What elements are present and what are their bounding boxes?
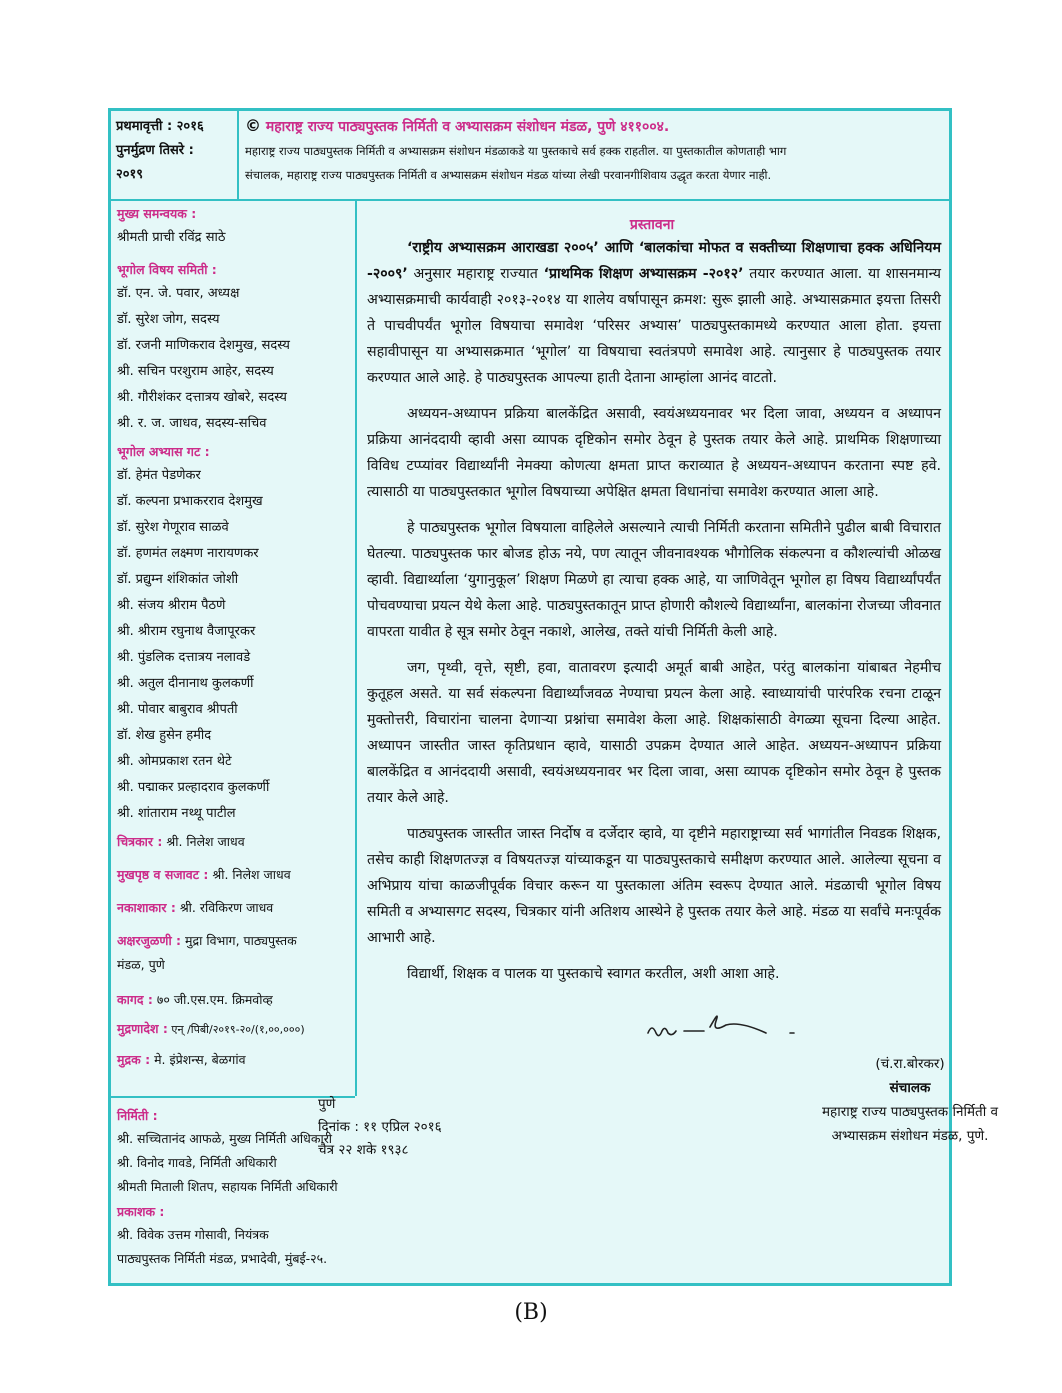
signatory-org-line-2: अभ्यासक्रम संशोधन मंडळ, पुणे. [831,1128,989,1144]
credit-name: डॉ. शेख हुसेन हमीद [117,728,212,743]
print-order-label: मुद्रणादेश : [117,1021,168,1036]
illustrator-row [117,827,355,857]
place: पुणे [318,1096,336,1112]
credit-name: श्री. विनोद गावडे, निर्मिती अधिकारी [117,1155,277,1170]
study-group-label: भूगोल अभ्यास गट : [117,444,210,459]
credit-name: श्री. पुंडलिक दत्तात्रय नलावडे [117,650,251,665]
rights-notice [245,139,943,187]
date: दिनांक : ११ एप्रिल २०१६ [318,1119,442,1135]
copyright-block [239,111,949,201]
signatory-org-line-1: महाराष्ट्र राज्य पाठ्यपुस्तक निर्मिती व [821,1104,999,1120]
credit-name: डॉ. सुरेश जोग, सदस्य [117,312,220,327]
cover-label: मुखपृष्ठ व सजावट : [117,867,209,882]
preface-paragraph-5: पाठ्यपुस्तक जास्तीत जास्त निर्दोष व दर्जेदार व्हावे, या दृष्टीने महाराष्ट्राच्या सर्व भागांतील निवडक शिक्षक, तसेच काही शिक्षणतज्ज्ञ व विषयतज्ज्ञ यांच्याकडून या पाठ्यपुस्तकाचे समीक्षण करण्यात आले. आलेल्या सूचना व अभिप्राय यांचा काळजीपूर्वक विचार करून या पुस्तकाला अंतिम स्वरूप देण्यात आले. मंडळाची भूगोल विषय समिती व अभ्यासगट सदस्य, चित्रकार यांनी अतिशय आस्थेने हे पुस्तक तयार केले आहे. मंडळ या सर्वांचे मनःपूर्वक आभारी आहे. [367,826,941,946]
preface-title: प्रस्तावना [629,217,675,233]
cartographer: श्री. रविकिरण जाधव [179,900,274,915]
page-label: (B) [514,1300,548,1325]
credit-name: डॉ. सुरेश गेणूराव साळवे [117,520,229,535]
printer-label: मुद्रक : [117,1052,151,1067]
print-order-row [117,1015,355,1045]
study-group-list [117,463,355,827]
credit-name: श्री. सच्चितानंद आफळे, मुख्य निर्मिती अधिकारी [117,1131,333,1146]
preface-p1-bold-2: ‘प्राथमिक शिक्षण अभ्यासक्रम -२०१२’ [543,266,744,282]
cover-row [117,860,355,890]
credit-name: श्री. संजय श्रीराम पैठणे [117,598,226,613]
illustrator: श्री. निलेश जाधव [166,834,245,849]
credit-name: श्री. शांताराम नथ्थू पाटील [117,806,236,821]
credit-name: डॉ. हणमंत लक्ष्मण नारायणकर [117,546,259,561]
printer: मे. इंप्रेशन्स, बेळगांव [154,1052,246,1067]
typesetting-label: अक्षरजुळणी : [117,933,182,948]
credit-name: श्री. र. ज. जाधव, सदस्य-सचिव [117,416,267,431]
preface-p1-rest: तयार करण्यात आला. या शासनमान्य अभ्यासक्रमाची कार्यवाही २०१३-२०१४ या शालेय वर्षापासून क्रमश: सुरू झाली आहे. अभ्यासक्रमात इयत्ता तिसरी ते पाचवीपर्यंत भूगोल विषयाचा समावेश ‘परिसर अभ्यास’ पाठ्यपुस्तकामध्ये करण्यात आला होता. इयत्ता सहावीपासून या अभ्यासक्रमात ‘भूगोल’ या विषयाचा स्वतंत्रपणे समावेश आहे. त्यानुसार हे पाठ्यपुस्तक तयार करण्यात आले आहे. हे पाठ्यपुस्तक आपल्या हाती देताना आम्हांला आनंद वाटतो. [367,266,942,386]
credit-name: श्री. पद्माकर प्रल्हादराव कुलकर्णी [117,780,270,795]
credit-name: श्री. ओमप्रकाश रतन थेटे [117,754,232,769]
publisher-line-2: पाठ्यपुस्तक निर्मिती मंडळ, प्रभादेवी, मुंबई-२५. [117,1251,328,1266]
reprint-label: पुनर्मुद्रण तिसरे : [116,143,194,158]
typesetting-row [117,929,355,977]
printer-row [117,1045,355,1075]
place-date [318,1093,442,1162]
rights-line-2: संचालक, महाराष्ट्र राज्य पाठ्यपुस्तक निर्मिती व अभ्यासक्रम संशोधन मंडळ यांच्या लेखी परवानगीशिवाय उद्धृत करता येणार नाही. [245,168,772,182]
copyright-line [245,114,943,139]
credit-name: श्री. पोवार बाबुराव श्रीपती [117,702,238,717]
reprint-year: २०१९ [116,167,144,182]
print-order: एन् /पिबी/२०१९-२०/(१,००,०००) [171,1023,305,1036]
production-label: निर्मिती : [117,1108,158,1123]
chief-coordinator-label: मुख्य समन्वयक : [117,206,197,221]
cover-artist: श्री. निलेश जाधव [212,867,291,882]
publisher-label: प्रकाशक : [117,1204,165,1219]
publisher-line-1: श्री. विवेक उत्तम गोसावी, नियंत्रक [117,1227,269,1242]
credit-name: डॉ. प्रद्युम्न शंशिकांत जोशी [117,572,239,587]
preface-p1-mid: अनुसार महाराष्ट्र राज्यात [407,266,544,282]
cartographer-label: नकाशाकार : [117,900,176,915]
credit-name: डॉ. रजनी माणिकराव देशमुख, सदस्य [117,338,290,353]
cartographer-row [117,893,355,923]
rights-line-1: महाराष्ट्र राज्य पाठ्यपुस्तक निर्मिती व अभ्यासक्रम संशोधन मंडळाकडे या पुस्तकाचे सर्व हक्क राहतील. या पुस्तकातील कोणताही भाग [245,144,787,158]
saka-date: चैत्र २२ शके १९३८ [318,1142,409,1158]
preface-paragraph-3: हे पाठ्यपुस्तक भूगोल विषयाला वाहिलेले असल्याने त्याची निर्मिती करताना समितीने पुढील बाबी विचारात घेतल्या. पाठ्यपुस्तक फार बोजड होऊ नये, पण त्यातून जीवनावश्यक भौगोलिक संकल्पना व कौशल्यांची ओळख व्हावी. विद्यार्थ्याला ‘युगानुकूल’ शिक्षण मिळणे हा त्याचा हक्क आहे, या जाणिवेतून भूगोल हा विषय विद्यार्थ्यांपर्यंत पोचवण्याचा प्रयत्न येथे केला आहे. पाठ्यपुस्तकातून प्राप्त होणारी कौशल्ये विद्यार्थ्यांना, बालकांना रोजच्या जीवनात वापरता यावीत हे सूत्र समोर ठेवून नकाशे, आलेख, तक्ते यांची निर्मिती केली आहे. [367,520,941,640]
credit-name: श्री. श्रीराम रघुनाथ वैजापूरकर [117,624,256,639]
credit-name: डॉ. एन. जे. पवार, अध्यक्ष [117,286,240,301]
credit-name: डॉ. हेमंत पेडणेकर [117,468,201,483]
signoff-block [780,1052,1040,1148]
credit-name: श्री. अतुल दीनानाथ कुलकर्णी [117,676,254,691]
preface-body [367,235,941,987]
credit-name: डॉ. कल्पना प्रभाकरराव देशमुख [117,494,263,509]
preface-paragraph-6: विद्यार्थी, शिक्षक व पालक या पुस्तकाचे स्वागत करतील, अशी आशा आहे. [407,966,780,982]
paper-row [117,985,355,1015]
credit-name: श्रीमती मिताली शितप, सहायक निर्मिती अधिकारी [117,1179,338,1194]
paper: ७० जी.एस.एम. क्रिमवोव्ह [156,992,273,1007]
credit-name: श्री. सचिन परशुराम आहेर, सदस्य [117,364,274,379]
committee-label: भूगोल विषय समिती : [117,262,217,277]
paper-label: कागद : [117,992,153,1007]
copyright-holder: महाराष्ट्र राज्य पाठ्यपुस्तक निर्मिती व अभ्यासक्रम संशोधन मंडळ, पुणे ४११००४. [265,119,670,135]
preface [355,201,949,1096]
illustrator-label: चित्रकार : [117,834,163,849]
edition-info [111,111,239,201]
typesetting-line-2: मंडळ, पुणे [117,957,165,972]
signatory-role: संचालक [889,1080,931,1096]
preface-paragraph-1 [367,235,941,391]
committee-list [117,281,355,437]
copyright-symbol: © [245,116,261,135]
preface-paragraph-2: अध्ययन-अध्यापन प्रक्रिया बालकेंद्रित असावी, स्वयंअध्ययनावर भर दिला जावा, अध्ययन व अध्यापन प्रक्रिया आनंददायी व्हावी असा व्यापक दृष्टिकोन समोर ठेवून हे पुस्तक तयार केले आहे. प्राथमिक शिक्षणाच्या विविध टप्प्यांवर विद्यार्थ्यांनी नेमक्या कोणत्या क्षमता प्राप्त कराव्यात हे अध्ययन-अध्यापन करताना स्पष्ट हवे. त्यासाठी या पाठ्यपुस्तकात भूगोल विषयाच्या अपेक्षित क्षमता विधानांचा समावेश करण्यात आला आहे. [367,406,941,500]
typesetting-line-1: मुद्रा विभाग, पाठ्यपुस्तक [185,933,297,948]
preface-p1-bold-1: ‘राष्ट्रीय अभ्यासक्रम आराखडा २००५’ आणि ‘बालकांचा मोफत व सक्तीच्या शिक्षणाचा हक्क अधिनियम -२००९’ [367,240,941,282]
signature-image [640,1005,810,1045]
credit-name: श्री. गौरीशंकर दत्तात्रय खोबरे, सदस्य [117,390,287,405]
signatory-name: (चं.रा.बोरकर) [875,1056,945,1072]
chief-coordinator: श्रीमती प्राची रविंद्र साठे [117,230,226,245]
preface-paragraph-4: जग, पृथ्वी, वृत्ते, सृष्टी, हवा, वातावरण इत्यादी अमूर्त बाबी आहेत, परंतु बालकांना यांबाबत नेहमीच कुतूहल असते. या सर्व संकल्पना विद्यार्थ्यांजवळ नेण्याचा प्रयत्न केला आहे. स्वाध्यायांची पारंपरिक रचना टाळून मुक्तोत्तरी, विचारांना चालना देणाऱ्या प्रश्नांचा समावेश केला आहे. शिक्षकांसाठी वेगळ्या सूचना दिल्या आहेत. अध्यापन जास्तीत जास्त कृतिप्रधान व्हावे, यासाठी उपक्रम देण्यात आले आहेत. अध्ययन-अध्यापन प्रक्रिया बालकेंद्रित व आनंददायी असावी, स्वयंअध्ययनावर भर दिला जावा, असा व्यापक दृष्टिकोन समोर ठेवून हे पुस्तक तयार केले आहे. [367,660,941,806]
edition-first: प्रथमावृत्ती : २०१६ [116,119,204,134]
